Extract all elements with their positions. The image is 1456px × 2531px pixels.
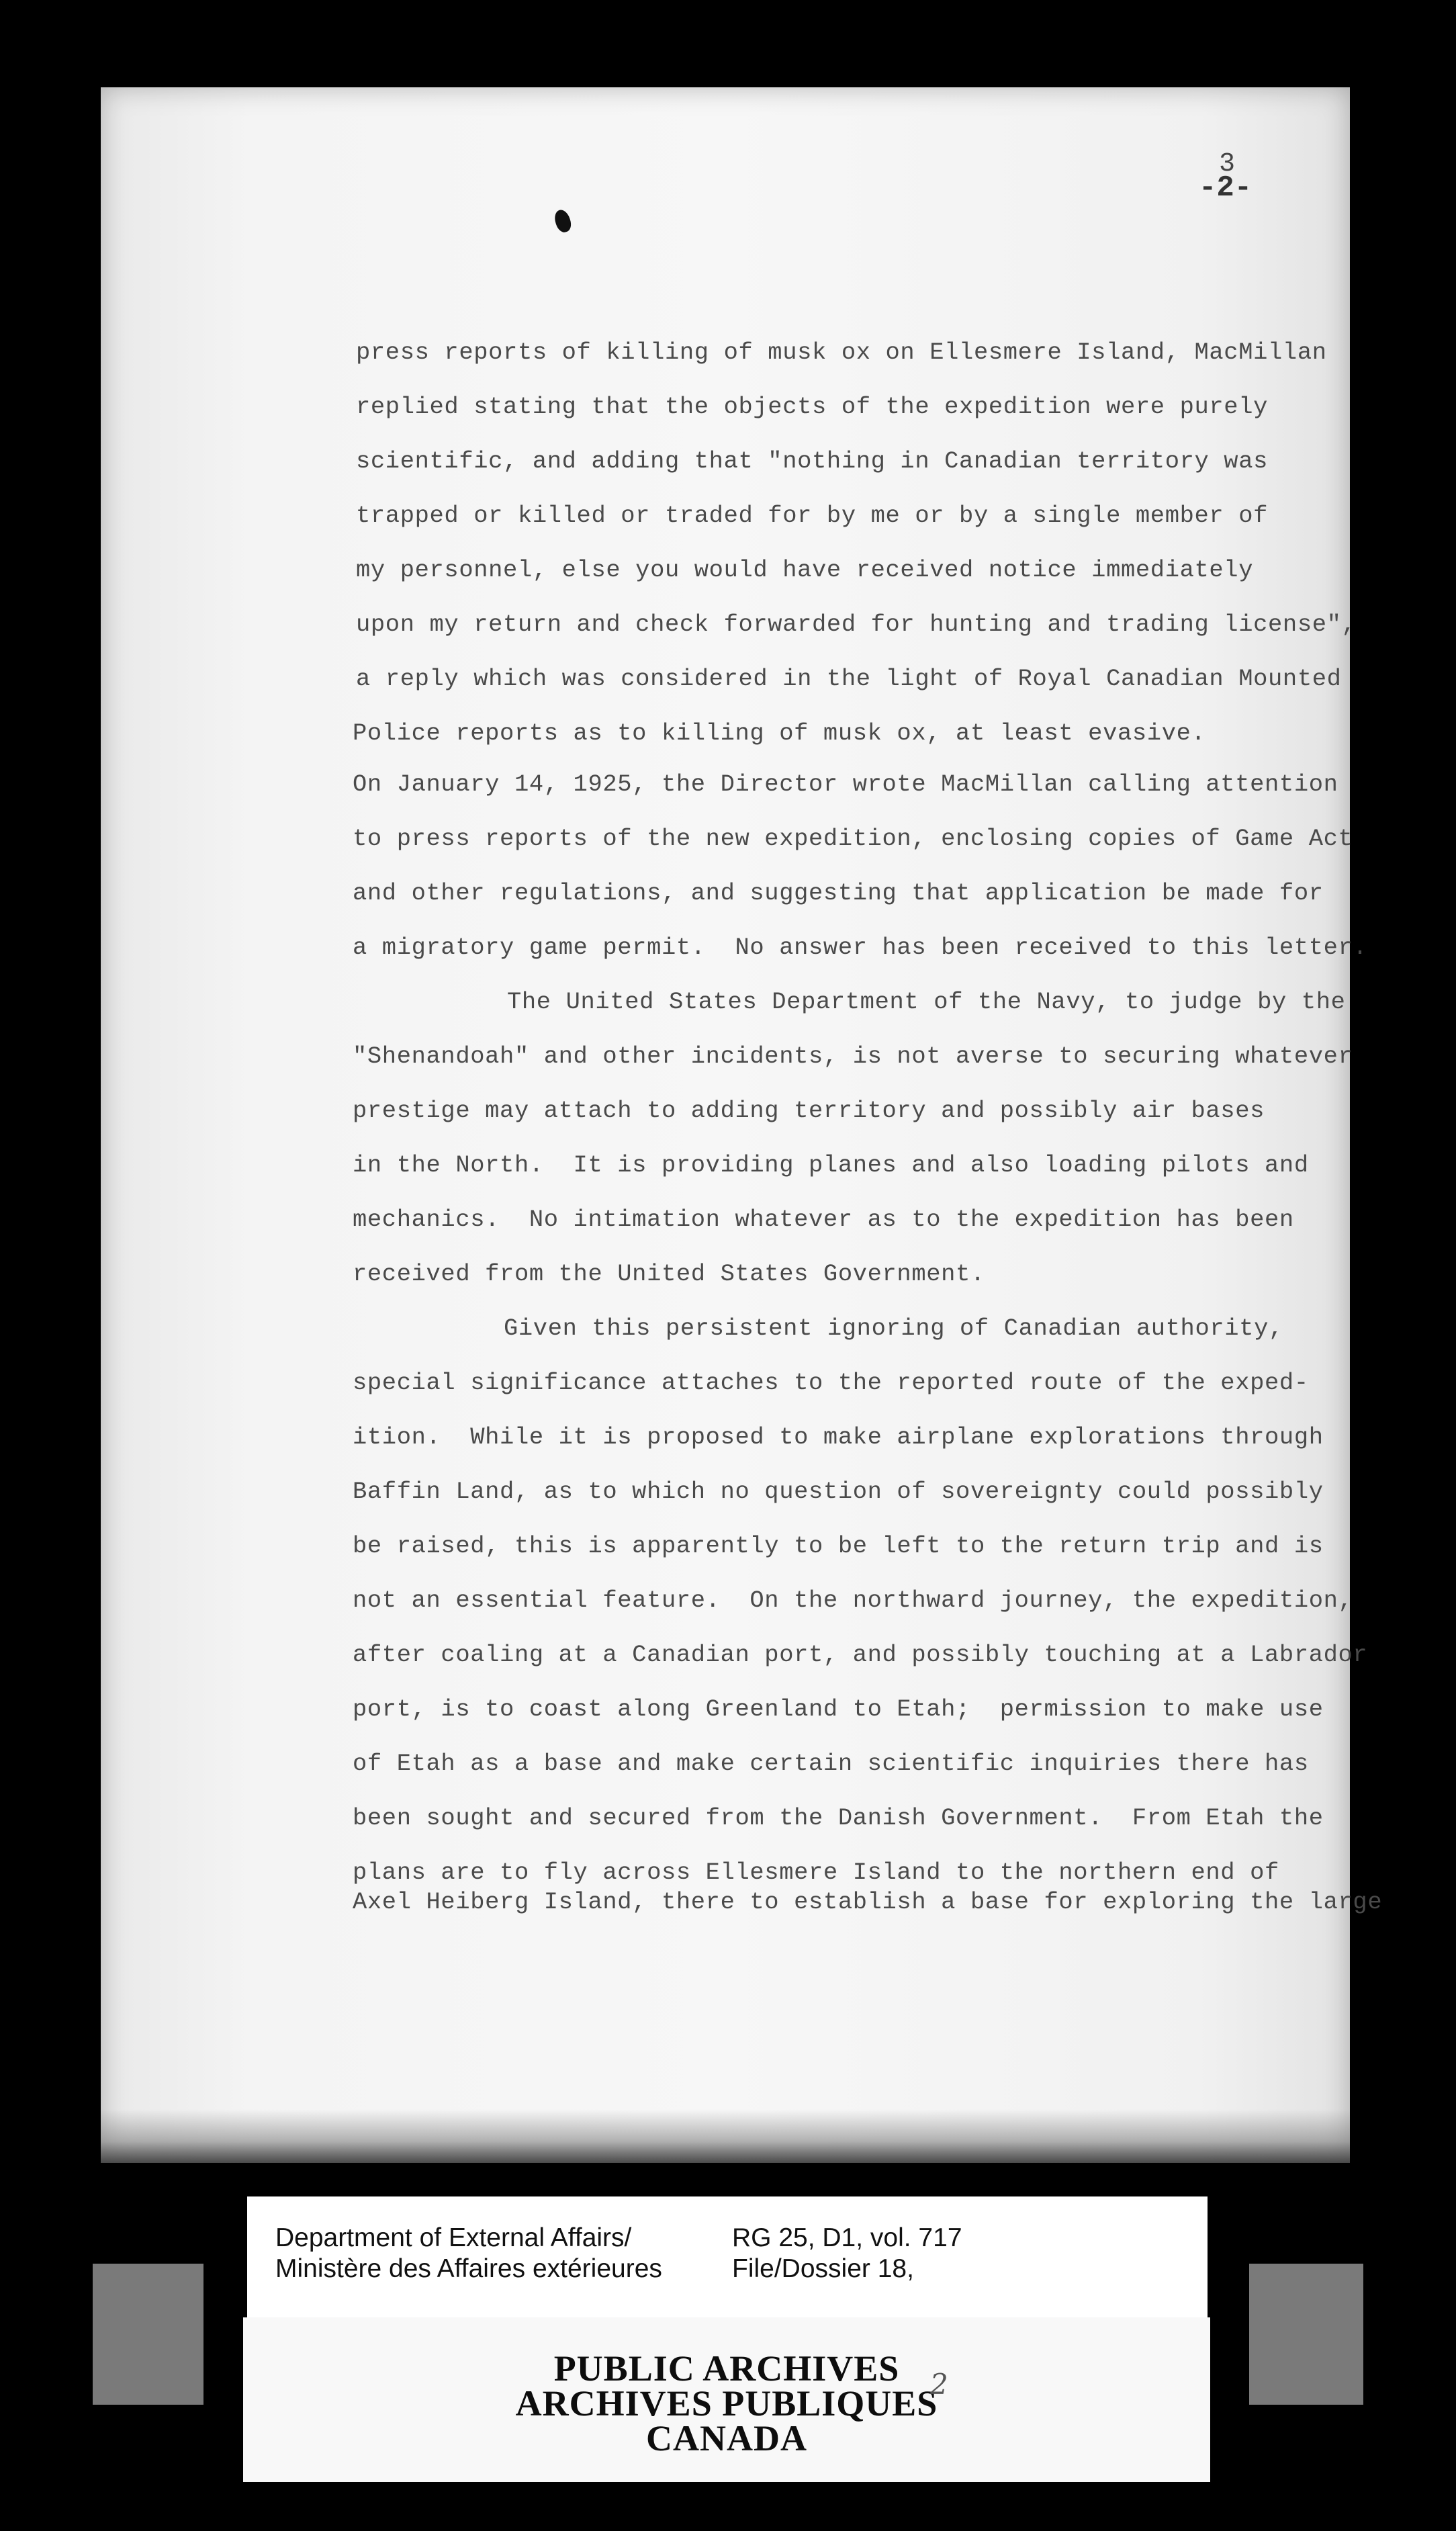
text-line: Axel Heiberg Island, there to establish a base for exploring the large [353, 1888, 1383, 1916]
text-line: to press reports of the new expedition, enclosing copies of Game Act [353, 825, 1353, 852]
text-line: received from the United States Government. [353, 1260, 985, 1288]
text-line: not an essential feature. On the northward journey, the expedition, [353, 1587, 1353, 1614]
archives-country: CANADA [646, 2418, 807, 2458]
text-line: port, is to coast along Greenland to Etah; permission to make use [353, 1695, 1324, 1723]
text-line: been sought and secured from the Danish Government. From Etah the [353, 1804, 1324, 1832]
archives-stamp [243, 2317, 1210, 2482]
archives-en: PUBLIC ARCHIVES [553, 2348, 900, 2389]
text-line: ition. While it is proposed to make airplane explorations through [353, 1423, 1324, 1451]
text-line: mechanics. No intimation whatever as to the expedition has been [353, 1206, 1294, 1233]
text-line: On January 14, 1925, the Director wrote MacMillan calling attention [353, 770, 1338, 798]
page-number: -2- [1199, 171, 1253, 205]
text-line: my personnel, else you would have received notice immediately [356, 556, 1254, 584]
text-line: Given this persistent ignoring of Canadian authority, [504, 1315, 1283, 1342]
text-line: and other regulations, and suggesting that application be made for [353, 879, 1324, 907]
text-line: a migratory game permit. No answer has been received to this letter. [353, 934, 1368, 961]
gray-strip-left [93, 2264, 203, 2405]
reference-file: File/Dossier 18, [732, 2254, 914, 2283]
text-line: scientific, and adding that "nothing in Canadian territory was [356, 447, 1269, 475]
text-line: special significance attaches to the reported route of the exped- [353, 1369, 1309, 1396]
archive-reference-label [247, 2196, 1208, 2338]
text-line: after coaling at a Canadian port, and possibly touching at a Labrador [353, 1641, 1368, 1669]
text-line: in the North. It is providing planes and also loading pilots and [353, 1151, 1309, 1179]
text-line: prestige may attach to adding territory and possibly air bases [353, 1097, 1265, 1124]
text-line: "Shenandoah" and other incidents, is not averse to securing whatever [353, 1042, 1353, 1070]
text-line: press reports of killing of musk ox on Ellesmere Island, MacMillan [356, 339, 1327, 366]
department-en: Department of External Affairs/ [275, 2223, 632, 2252]
corner-mark: 3 [1219, 149, 1236, 179]
gray-strip-right [1249, 2264, 1363, 2405]
handwritten-number: 2 [930, 2368, 948, 2401]
department-fr: Ministère des Affaires extérieures [275, 2254, 662, 2283]
text-line: of Etah as a base and make certain scientific inquiries there has [353, 1750, 1309, 1777]
text-line: The United States Department of the Navy, to judge by the [507, 988, 1346, 1016]
text-line: a reply which was considered in the light of Royal Canadian Mounted [356, 665, 1342, 693]
reference-volume: RG 25, D1, vol. 717 [732, 2223, 962, 2252]
text-line: Police reports as to killing of musk ox, at least evasive. [353, 719, 1206, 747]
text-line: replied stating that the objects of the expedition were purely [356, 393, 1269, 420]
text-line: trapped or killed or traded for by me or by a single member of [356, 502, 1269, 529]
archives-fr: ARCHIVES PUBLIQUES [515, 2383, 938, 2424]
text-line: plans are to fly across Ellesmere Island to the northern end of [353, 1859, 1279, 1886]
text-line: upon my return and check forwarded for hunting and trading license", [356, 611, 1357, 638]
text-line: Baffin Land, as to which no question of sovereignty could possibly [353, 1478, 1324, 1505]
text-line: be raised, this is apparently to be left to the return trip and is [353, 1532, 1324, 1560]
